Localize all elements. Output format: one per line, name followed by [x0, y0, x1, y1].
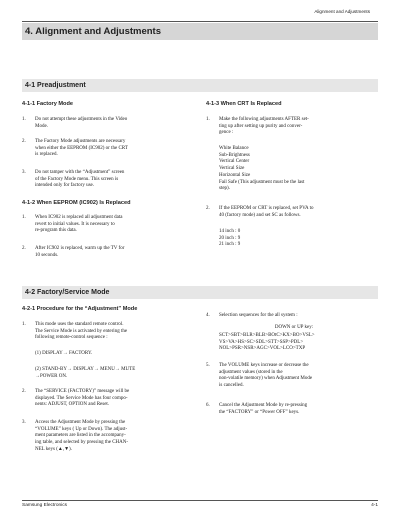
subsection-title-4-1-3: 4-1-3 When CRT Is Replaced — [206, 101, 282, 107]
adjustment-list: White Balance Sub-Brightness Vertical Center Vertical Size Horizontal Size Fail Safe (This adjustment must be the last step). — [219, 146, 305, 192]
list-item: 4. Selection sequences for the all system : — [206, 313, 298, 318]
list-item: 1. This mode uses the standard remote control. The Service Mode is activated by entering the following remote-control sequence : — [22, 322, 128, 341]
list-item: 2. If the EEPROM or CRT is replaced, set PVA to 40 (factory mode) and set SC as follows. — [206, 206, 314, 218]
page-number: 4-1 — [371, 503, 378, 508]
section-heading-4-2: 4-2 Factory/Service Mode — [22, 286, 378, 299]
subsection-title-4-1-1: 4-1-1 Factory Mode — [22, 101, 73, 107]
list-item: 2. After IC902 is replaced, warm up the TV for 10 seconds. — [22, 246, 125, 258]
list-item: 2. The “SERVICE (FACTORY)” message will be displayed. The Service Mode has four compo- nents: ADJUST, OPTION and Reset. — [22, 389, 130, 408]
footer-company: Samsung Electronics — [22, 503, 68, 508]
list-item: 1. When IC902 is replaced all adjustment data revert to initial values. It is necessary to re-program this data. — [22, 215, 123, 234]
list-item: 1. Do not attempt these adjustments in the Video Mode. — [22, 117, 128, 129]
sequence-heading: DOWN or UP key: — [274, 325, 314, 330]
top-rule — [22, 21, 378, 22]
chapter-title: 4. Alignment and Adjustments — [22, 23, 378, 40]
list-item: 5. The VOLUME keys increase or decrease the adjustment values (stored in the non-volatile memory) when Adjustment Mode is cancelled. — [206, 363, 313, 389]
remote-sequence-1: (1) DISPLAY→ FACTORY. — [35, 351, 93, 356]
sequence-codes: SCT>SBT>BLR>BLB>BOtC>KX>BO>VSL> VS>VA>HS>SC>SDL>STT>SSP>PDL> NOL>PSR>NSR>AGC>VOL>LCO>TXP — [219, 333, 315, 352]
subsection-title-4-2-1: 4-2-1 Procedure for the “Adjustment” Mode — [22, 306, 138, 312]
bottom-rule — [22, 500, 378, 501]
list-item: 2. The Factory Mode adjustments are necessary when either the EEPROM (IC902) or the CRT is replaced. — [22, 139, 128, 158]
section-heading-4-1: 4-1 Preadjustment — [22, 79, 378, 92]
list-item: 3. Do not tamper with the “Adjustment” screen of the Factory Mode menu. This screen is intended only for factory use. — [22, 170, 125, 189]
sc-values-list: 14 inch : 0 20 inch : 9 21 inch : 9 — [219, 229, 241, 248]
running-header: Alignment and Adjustments — [314, 9, 370, 14]
list-item: 1. Make the following adjustments AFTER set- ting up after setting up purity and conver- gence : — [206, 117, 309, 136]
subsection-title-4-1-2: 4-1-2 When EEPROM (IC902) Is Replaced — [22, 200, 131, 206]
list-item: 3. Access the Adjustment Mode by pressing the “VOLUME” keys ( Up or Down). The adjust- ment parameters are listed in the accompany- ing table, and selected by pressing the CHAN- NEL keys (▲,▼). — [22, 420, 129, 452]
remote-sequence-2: (2) STAND-BY→ DISPLAY→ MENU→ MUTE →POWER ON. — [35, 367, 136, 379]
list-item: 6. Cancel the Adjustment Mode by re-pressing the “FACTORY” or “Power OFF” keys. — [206, 403, 308, 415]
